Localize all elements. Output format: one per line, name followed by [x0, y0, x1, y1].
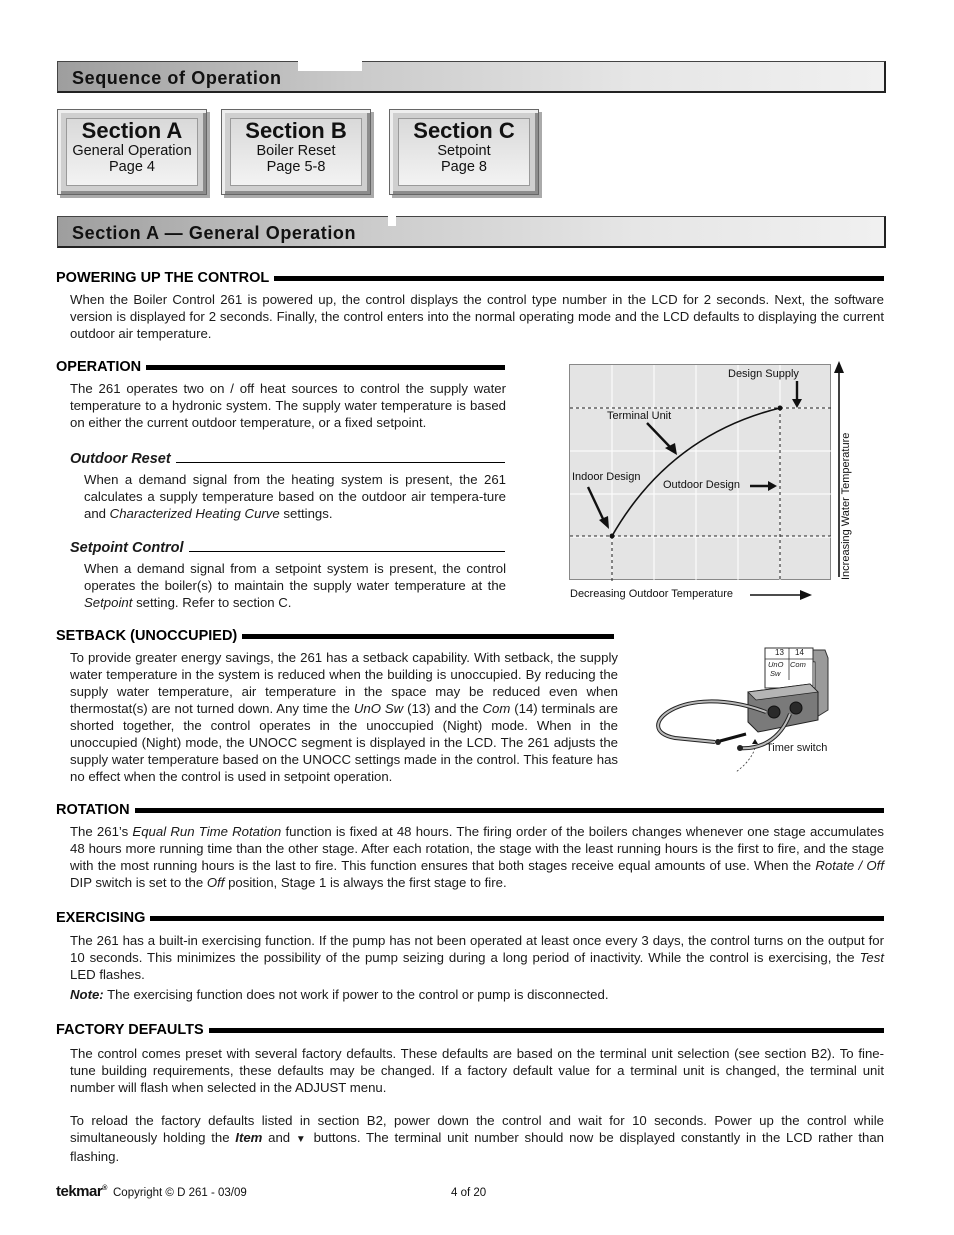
- setback-heading: SETBACK (UNOCCUPIED): [56, 627, 614, 645]
- factory-defaults-text-2: To reload the factory defaults listed in section B2, power down the control and wait for 10 seconds. Power up the control while simultaneously holding the Item and ▼ buttons. The terminal unit number should now be displayed constantly in the LCD rather than flashing.: [70, 1113, 884, 1164]
- section-b-subtitle: Boiler Reset: [256, 143, 336, 159]
- section-a-banner: [57, 216, 886, 248]
- terminal-block-figure: [640, 640, 850, 780]
- footer-copyright: Copyright © D 261 - 03/09: [113, 1187, 247, 1199]
- indoor-design-label: Indoor Design: [572, 471, 641, 483]
- down-arrow-icon: ▼: [295, 1134, 308, 1145]
- section-a-button[interactable]: [57, 109, 207, 195]
- setpoint-control-heading: Setpoint Control: [70, 538, 505, 556]
- com-label: Com: [790, 660, 806, 669]
- section-b-button[interactable]: [221, 109, 371, 195]
- exercising-note: Note: The exercising function does not work if power to the control or pump is disconnected.: [70, 987, 609, 1002]
- sequence-banner-title: Sequence of Operation: [72, 68, 282, 88]
- x-axis-arrowhead: [800, 590, 812, 600]
- section-c-title: Section C: [413, 118, 515, 143]
- timer-switch-lever: [720, 734, 746, 741]
- factory-defaults-text-1: The control comes preset with several factory defaults. These defaults are based on the terminal unit selection (see section B2). To fine-tune building requirements, these defaults may be changed. If a factory default value for a terminal unit is changed, the terminal unit number will flash when selected in the ADJUST menu.: [70, 1046, 884, 1095]
- outdoor-design-label: Outdoor Design: [663, 479, 741, 491]
- section-b-title: Section B: [245, 118, 347, 143]
- rotation-heading: ROTATION: [56, 801, 884, 819]
- powering-text: When the Boiler Control 261 is powered up, the control displays the control type number in the LCD for 2 seconds. Next, the software version is displayed for 2 seconds. Finally, the control enters into the normal operating mode and the LCD defaults to displaying the current outdoor air temperature.: [70, 292, 884, 341]
- section-a-subtitle: General Operation: [72, 143, 192, 159]
- exercising-text: The 261 has a built-in exercising function. If the pump has not been operated at least once every 3 days, the control turns on the output for 10 seconds. This minimizes the possibility of the pump seizing during a long period of inactivity. While the control is exercising, the Test LED flashes.: [70, 933, 884, 982]
- section-b-page: Page 5-8: [266, 159, 326, 175]
- timer-switch-contact-b: [737, 745, 743, 751]
- x-axis-label: Decreasing Outdoor Temperature: [570, 588, 734, 600]
- timer-switch-label: Timer switch: [766, 742, 828, 754]
- design-supply-label: Design Supply: [728, 368, 799, 380]
- setpoint-control-text: When a demand signal from a setpoint system is present, the control operates the boiler(s) to maintain the supply water temperature at the Setpoint setting. Refer to section C.: [84, 561, 506, 610]
- factory-defaults-heading: FACTORY DEFAULTS: [56, 1021, 884, 1039]
- sequence-banner: [57, 61, 886, 93]
- setback-text: To provide greater energy savings, the 261 has a setback capability. With setback, the supply water temperature in the system is reduced when the building is unoccupied. By reducing the supply water temperature, air temperature in the space may be reduced even when thermostat(s) are not turned down. Any time the UnO Sw (13) and the Com (14) terminals are shorted together, the control operates in the unoccupied (Night) mode. When in the unoccupied (Night) mode, the UNOCC segment is displayed in the LCD. The 261 adjusts the supply water temperature based on the UNOCC settings made in the control. This feature has no effect when the control is used in setpoint operation.: [70, 650, 618, 784]
- outdoor-reset-heading: Outdoor Reset: [70, 449, 505, 467]
- footer-page-number: 4 of 20: [451, 1187, 487, 1199]
- terminal-unit-label: Terminal Unit: [607, 410, 672, 422]
- section-c-page: Page 8: [441, 159, 487, 175]
- terminal-screw-14: [790, 702, 802, 714]
- terminal-screw-13: [768, 706, 780, 718]
- section-a-banner-title: Section A — General Operation: [72, 223, 357, 243]
- rotation-text: The 261’s Equal Run Time Rotation function is fixed at 48 hours. The firing order of the boilers changes whenever one stage accumulates 48 hours more running time than the other stage. After each rotation, the stage with the least running hours is the first to fire, and the stage with the most running hours is the last to fire. This function ensures that both stages receive equal amounts of use. When the Rotate / Off DIP switch is set to the Off position, Stage 1 is always the first stage to fire.: [70, 824, 884, 890]
- section-c-subtitle: Setpoint: [437, 143, 491, 159]
- powering-heading: POWERING UP THE CONTROL: [56, 269, 884, 287]
- operation-heading: OPERATION: [56, 358, 505, 376]
- section-c-button[interactable]: [389, 109, 539, 195]
- outdoor-reset-text: When a demand signal from the heating system is present, the 261 calculates a supply temperature based on the outdoor air tempera-ture and Characterized Heating Curve settings.: [84, 472, 506, 521]
- sw-label: Sw: [770, 669, 781, 678]
- y-axis-label: Increasing Water Temperature: [840, 432, 852, 580]
- section-a-page: Page 4: [109, 159, 155, 175]
- tekmar-logo: tekmar®: [56, 1183, 107, 1200]
- uno-label: UnO: [768, 660, 784, 669]
- exercising-heading: EXERCISING: [56, 909, 884, 927]
- chart-axis-arrows: [560, 355, 860, 605]
- terminal-14-label: 14: [795, 648, 804, 657]
- section-a-title: Section A: [81, 118, 183, 143]
- operation-text: The 261 operates two on / off heat sources to control the supply water temperature to a hydronic system. The supply water temperature is based on either the current outdoor temperature, or a fixed setpoint.: [70, 381, 506, 430]
- terminal-13-label: 13: [775, 648, 784, 657]
- y-axis-arrowhead: [834, 361, 844, 373]
